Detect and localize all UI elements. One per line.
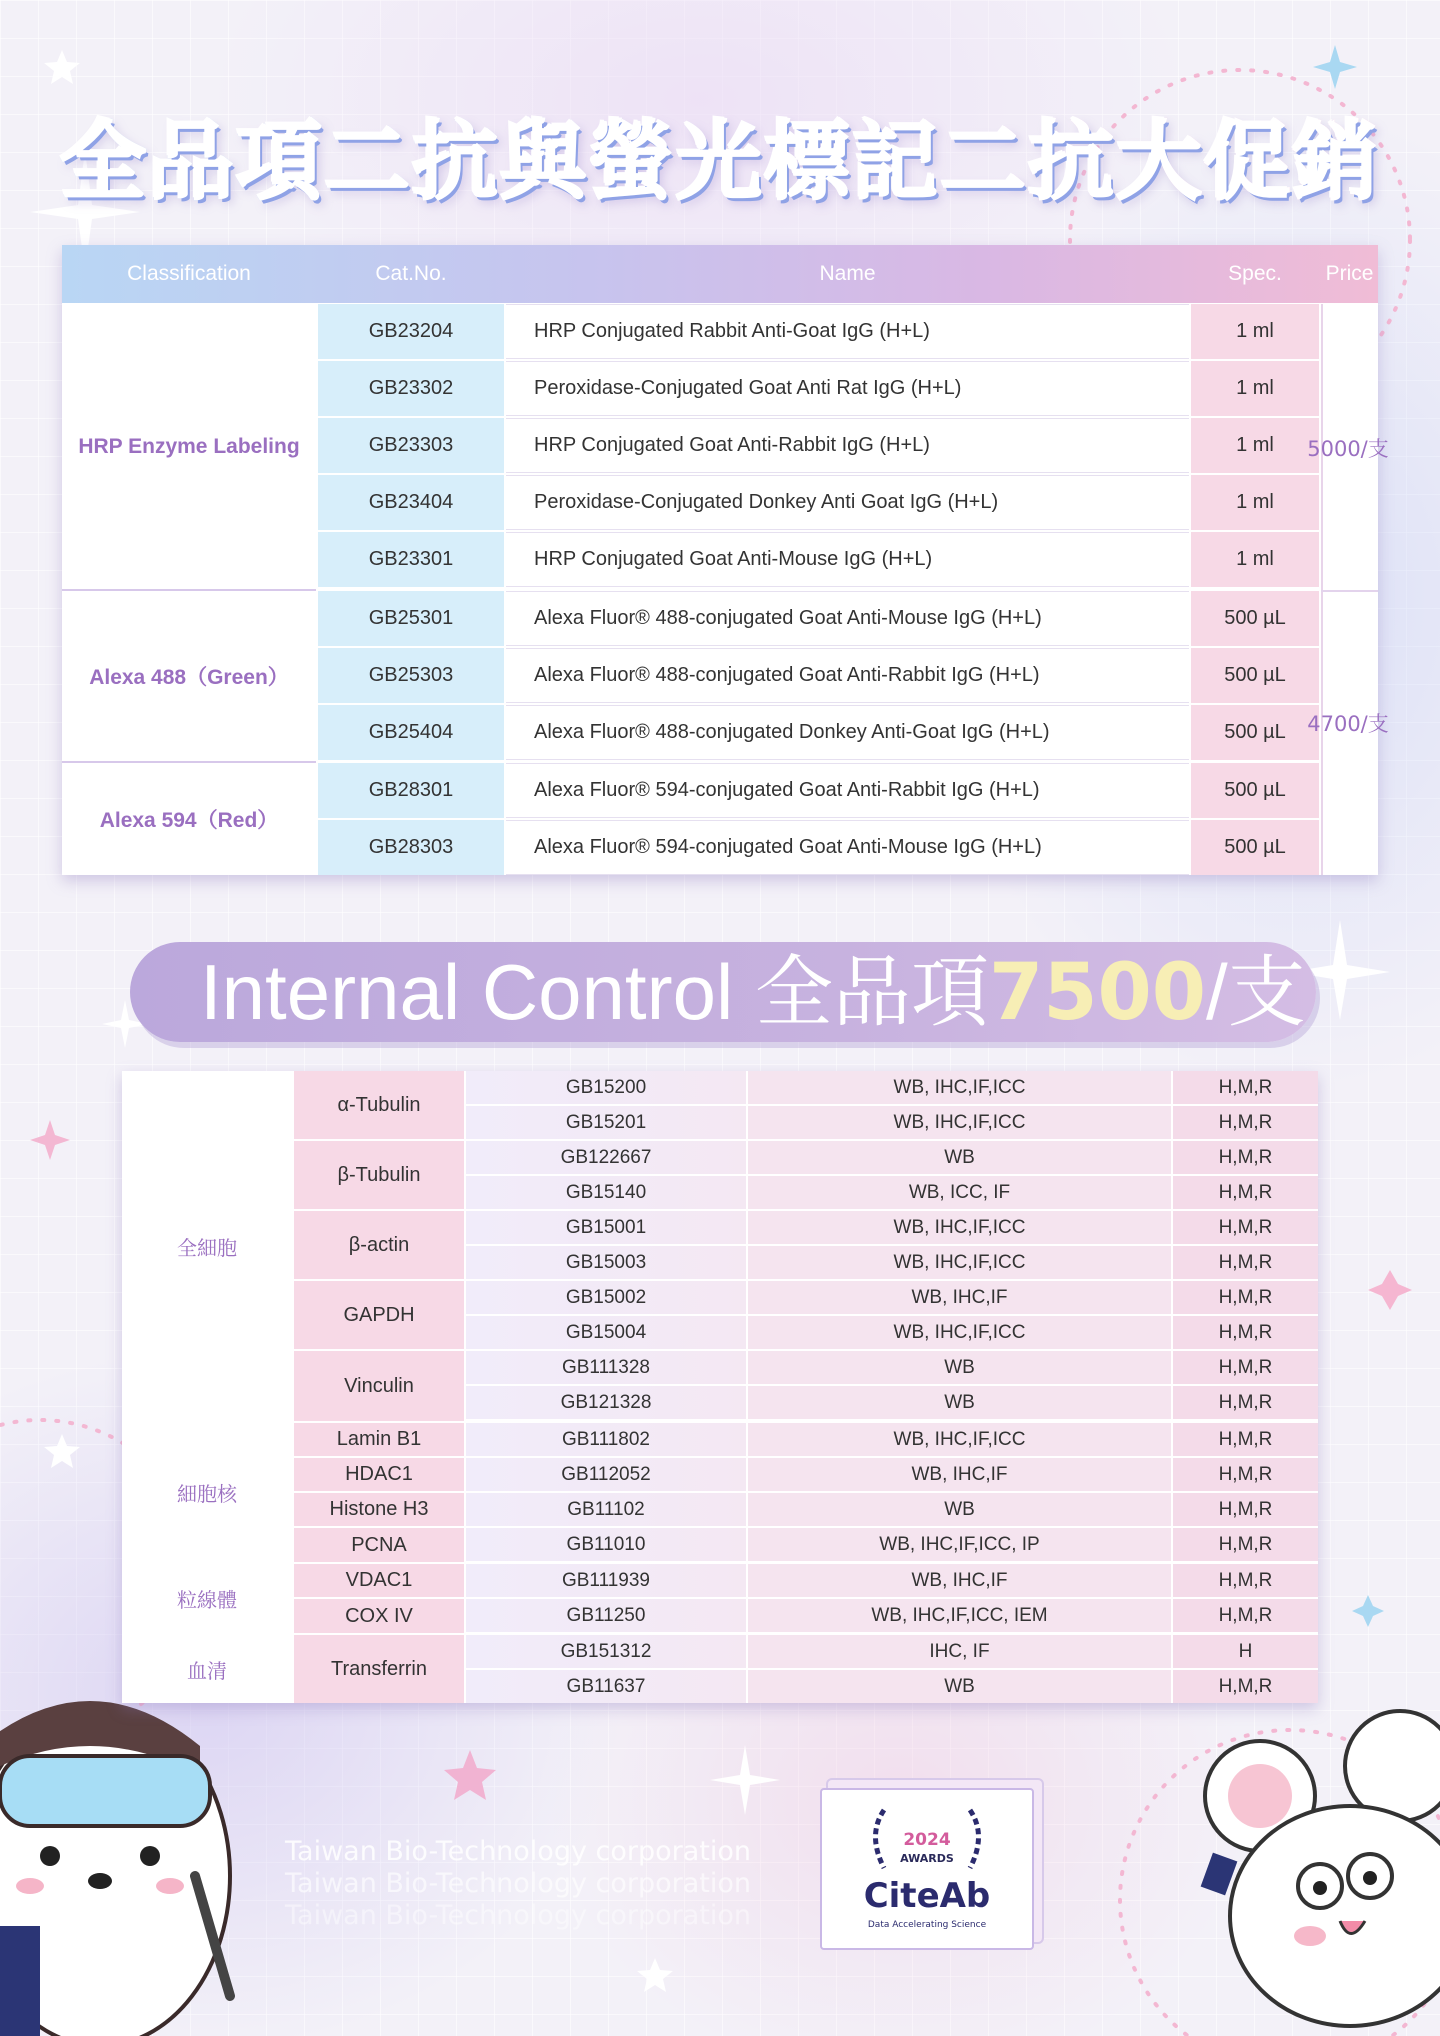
group-serum: 血清 [122,1635,292,1703]
table-row [466,1423,1318,1457]
product-name: Alexa Fluor® 594-conjugated Goat Anti-Mouse IgG (H+L) [506,820,1189,875]
group-mitochondria: 粒線體 [122,1564,292,1633]
header-spec: Spec. [1228,262,1282,285]
cat-no: GB23301 [318,532,504,587]
header-name: Name [819,262,876,285]
application: WB [748,1141,1171,1174]
cat-no: GB15201 [466,1106,746,1139]
table-row [62,304,1378,361]
table-row [466,1599,1318,1633]
group-whole-cell: 全細胞 [122,1071,292,1421]
table-row [466,1246,1318,1280]
price-alexa: 4700/支 [1307,712,1389,736]
table-row [62,361,1378,418]
application: WB, IHC,IF,ICC [748,1246,1171,1279]
cat-no: GB11637 [466,1670,746,1703]
application: WB, IHC,IF,ICC [748,1071,1171,1104]
application: WB, IHC,IF,ICC [748,1423,1171,1456]
spec: 500 µL [1191,591,1319,646]
price-divider [1321,590,1378,592]
species: H,M,R [1173,1281,1318,1314]
table-row [466,1670,1318,1704]
company-name-echo: Taiwan Bio-Technology corporation [285,1900,752,1931]
cat-no: GB15140 [466,1176,746,1209]
spec: 500 µL [1191,705,1319,760]
table-row [62,475,1378,532]
table-row [466,1141,1318,1175]
species: H,M,R [1173,1423,1318,1456]
table-row [466,1493,1318,1527]
species: H,M,R [1173,1528,1318,1561]
company-name: Taiwan Bio-Technology corporation [285,1836,752,1867]
species: H,M,R [1173,1564,1318,1597]
table-row [466,1564,1318,1598]
product-name: Alexa Fluor® 488-conjugated Goat Anti-Mouse IgG (H+L) [506,591,1189,646]
table-row [466,1106,1318,1140]
product-name: Alexa Fluor® 594-conjugated Goat Anti-Rabbit IgG (H+L) [506,763,1189,818]
citeab-award-badge [820,1788,1034,1950]
cat-no: GB28301 [318,763,504,818]
target-lamin-b1: Lamin B1 [294,1423,464,1456]
spec: 500 µL [1191,820,1319,875]
cat-no: GB15003 [466,1246,746,1279]
species: H,M,R [1173,1458,1318,1491]
species: H,M,R [1173,1176,1318,1209]
application: WB, IHC,IF,ICC [748,1106,1171,1139]
group-hrp: HRP Enzyme Labeling [62,304,316,591]
species: H [1173,1635,1318,1668]
table-row [62,763,1378,820]
table-row [466,1528,1318,1562]
target-cox-iv: COX IV [294,1599,464,1633]
application: WB, IHC,IF [748,1458,1171,1491]
target-gapdh: GAPDH [294,1281,464,1349]
application: WB, IHC,IF [748,1564,1171,1597]
application: WB, ICC, IF [748,1176,1171,1209]
species: H,M,R [1173,1493,1318,1526]
table-row [466,1071,1318,1105]
species: H,M,R [1173,1246,1318,1279]
product-name: Peroxidase-Conjugated Donkey Anti Goat IgG (H+L) [506,475,1189,530]
cat-no: GB25404 [318,705,504,760]
cat-no: GB112052 [466,1458,746,1491]
banner-suffix: /支 [1206,948,1306,1036]
product-name: HRP Conjugated Rabbit Anti-Goat IgG (H+L) [506,304,1189,359]
species: H,M,R [1173,1670,1318,1703]
target-transferrin: Transferrin [294,1635,464,1703]
target-hdac1: HDAC1 [294,1458,464,1491]
application: WB, IHC,IF,ICC, IP [748,1528,1171,1561]
target-histone-h3: Histone H3 [294,1493,464,1526]
application: WB, IHC,IF,ICC [748,1316,1171,1349]
target-vdac1: VDAC1 [294,1564,464,1597]
cat-no: GB122667 [466,1141,746,1174]
cat-no: GB11102 [466,1493,746,1526]
cat-no: GB23302 [318,361,504,416]
spec: 500 µL [1191,648,1319,703]
table-row [466,1211,1318,1245]
species: H,M,R [1173,1071,1318,1104]
table-row [62,532,1378,589]
table-row [62,418,1378,475]
cat-no: GB15001 [466,1211,746,1244]
application: WB [748,1386,1171,1419]
spec: 1 ml [1191,304,1319,359]
table-row [62,820,1378,877]
application: WB [748,1670,1171,1703]
table-row [466,1386,1318,1420]
page-title: 全品項二抗與螢光標記二抗大促銷 [0,92,1440,216]
cat-no: GB23404 [318,475,504,530]
cat-no: GB25301 [318,591,504,646]
species: H,M,R [1173,1141,1318,1174]
table-header [62,245,1378,303]
banner-prefix: Internal Control 全品項 [200,948,989,1036]
application: WB, IHC,IF [748,1281,1171,1314]
table-row [62,591,1378,648]
application: WB [748,1351,1171,1384]
award-year: 2024 [903,1830,951,1850]
header-price: Price [1325,262,1374,285]
spec: 1 ml [1191,475,1319,530]
table-row [62,705,1378,762]
target-alpha-tubulin: α-Tubulin [294,1071,464,1139]
cat-no: GB151312 [466,1635,746,1668]
application: IHC, IF [748,1635,1171,1668]
cat-no: GB11250 [466,1599,746,1632]
cat-no: GB15200 [466,1071,746,1104]
target-beta-tubulin: β-Tubulin [294,1141,464,1209]
cat-no: GB28303 [318,820,504,875]
table-row [466,1281,1318,1315]
target-pcna: PCNA [294,1528,464,1562]
internal-control-banner-text [200,942,1306,1042]
company-name-echo: Taiwan Bio-Technology corporation [285,1868,752,1899]
cat-no: GB15002 [466,1281,746,1314]
price-hrp: 5000/支 [1307,437,1389,461]
cat-no: GB15004 [466,1316,746,1349]
application: WB [748,1493,1171,1526]
table-row [466,1458,1318,1492]
table-row [466,1176,1318,1210]
group-alexa-488: Alexa 488（Green） [62,591,316,763]
cat-no: GB23303 [318,418,504,473]
product-name: HRP Conjugated Goat Anti-Rabbit IgG (H+L) [506,418,1189,473]
species: H,M,R [1173,1211,1318,1244]
application: WB, IHC,IF,ICC, IEM [748,1599,1171,1632]
spec: 1 ml [1191,532,1319,587]
species: H,M,R [1173,1351,1318,1384]
cat-no: GB121328 [466,1386,746,1419]
product-name: Peroxidase-Conjugated Goat Anti Rat IgG (H+L) [506,361,1189,416]
product-name: Alexa Fluor® 488-conjugated Donkey Anti-Goat IgG (H+L) [506,705,1189,760]
table-row [466,1316,1318,1350]
award-label: AWARDS [900,1852,954,1865]
cat-no: GB111328 [466,1351,746,1384]
spec: 1 ml [1191,361,1319,416]
target-vinculin: Vinculin [294,1351,464,1421]
award-brand: CiteAb [863,1876,991,1916]
cat-no: GB23204 [318,304,504,359]
group-nucleus: 細胞核 [122,1423,292,1562]
cat-no: GB111802 [466,1423,746,1456]
product-name: Alexa Fluor® 488-conjugated Goat Anti-Rabbit IgG (H+L) [506,648,1189,703]
target-beta-actin: β-actin [294,1211,464,1279]
table-row [466,1635,1318,1669]
species: H,M,R [1173,1106,1318,1139]
header-cat-no: Cat.No. [375,262,447,285]
internal-control-table [122,1071,1318,1703]
cat-no: GB25303 [318,648,504,703]
application: WB, IHC,IF,ICC [748,1211,1171,1244]
table-row [62,648,1378,705]
header-classification: Classification [127,262,251,285]
product-name: HRP Conjugated Goat Anti-Mouse IgG (H+L) [506,532,1189,587]
spec: 500 µL [1191,763,1319,818]
spec: 1 ml [1191,418,1319,473]
banner-price: 7500 [988,948,1207,1038]
species: H,M,R [1173,1386,1318,1419]
species: H,M,R [1173,1316,1318,1349]
table-row [466,1351,1318,1385]
secondary-antibody-table [62,245,1389,875]
cat-no: GB11010 [466,1528,746,1561]
mouse-mascot [1200,1706,1440,2036]
cat-no: GB111939 [466,1564,746,1597]
group-alexa-594: Alexa 594（Red） [62,763,316,875]
award-tagline: Data Accelerating Science [867,1920,987,1930]
species: H,M,R [1173,1599,1318,1632]
